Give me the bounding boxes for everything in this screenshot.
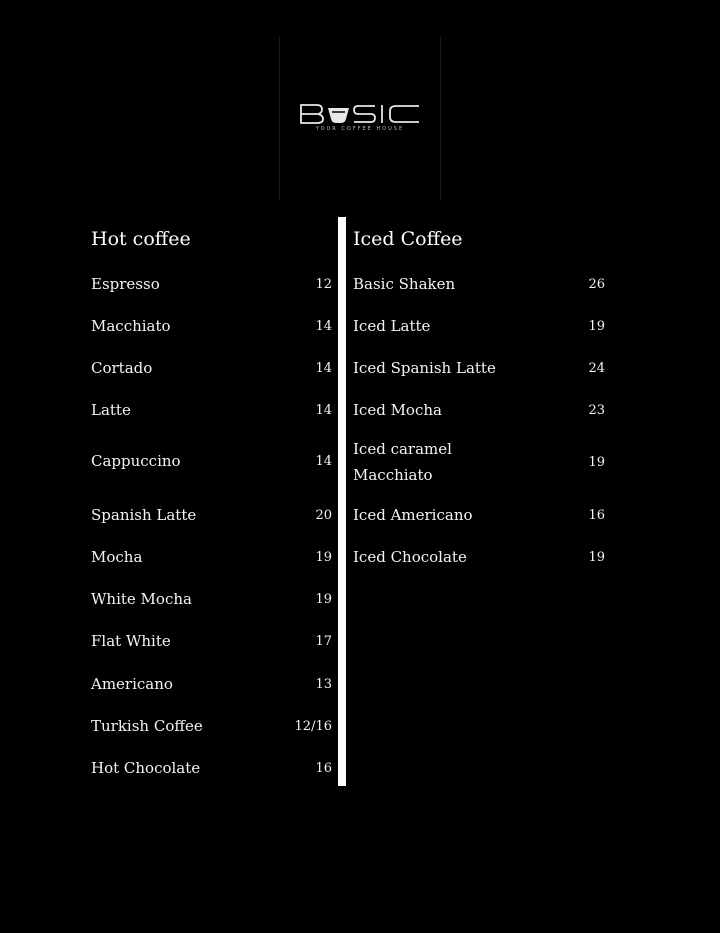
menu-item-name: Iced Chocolate <box>353 548 467 566</box>
menu-item-flat-white <box>91 629 332 653</box>
logo-tagline: YOUR COFFEE HOUSE <box>315 126 405 132</box>
menu-item-price: 19 <box>588 318 605 334</box>
menu-item-name: Americano <box>91 675 173 693</box>
menu-item-americano <box>91 672 332 696</box>
menu-item-name: Iced caramel Macchiato <box>353 440 452 484</box>
menu-item-price: 16 <box>315 760 332 776</box>
menu-item-price: 23 <box>588 402 605 418</box>
menu-item-name: Hot Chocolate <box>91 759 201 777</box>
menu-item-price: 13 <box>315 676 332 692</box>
menu-item-name: Basic Shaken <box>353 275 456 293</box>
menu-item-latte <box>91 398 332 422</box>
menu-item-cappuccino <box>91 449 332 473</box>
menu-item-cortado <box>91 356 332 380</box>
menu-item-name: Mocha <box>91 548 143 566</box>
menu-item-name: Turkish Coffee <box>91 717 203 735</box>
menu-item-espresso <box>91 272 332 296</box>
menu-item-name: Iced Spanish Latte <box>353 359 496 377</box>
menu-item-iced-spanish-latte <box>353 356 605 380</box>
menu-item-iced-mocha <box>353 398 605 422</box>
menu-item-price: 17 <box>315 633 332 649</box>
menu-item-price: 12/16 <box>294 718 332 734</box>
menu-item-name: Macchiato <box>91 317 171 335</box>
menu-item-name: Latte <box>91 401 131 419</box>
menu-item-price: 19 <box>588 549 605 565</box>
menu-item-iced-chocolate <box>353 545 605 569</box>
logo-panel <box>279 37 441 200</box>
menu-item-turkish-coffee <box>91 714 332 738</box>
menu-item-price: 19 <box>315 591 332 607</box>
menu-item-iced-americano <box>353 503 605 527</box>
column-divider <box>338 217 346 786</box>
menu-item-price: 14 <box>315 402 332 418</box>
menu-item-hot-chocolate <box>91 756 332 780</box>
menu-item-name: White Mocha <box>91 590 192 608</box>
menu-item-price: 14 <box>315 318 332 334</box>
menu-item-name: Iced Mocha <box>353 401 442 419</box>
menu-item-price: 20 <box>315 507 332 523</box>
menu-item-name: Spanish Latte <box>91 506 197 524</box>
iced-coffee-heading: Iced Coffee <box>353 228 463 250</box>
menu-item-price: 26 <box>588 276 605 292</box>
menu-item-name: Cappuccino <box>91 452 181 470</box>
menu-item-white-mocha <box>91 587 332 611</box>
menu-item-name: Iced Americano <box>353 506 473 524</box>
menu-item-price: 16 <box>588 507 605 523</box>
hot-coffee-heading: Hot coffee <box>91 228 191 250</box>
menu-item-price: 19 <box>588 454 605 470</box>
menu-item-price: 24 <box>588 360 605 376</box>
menu-item-mocha <box>91 545 332 569</box>
menu-item-name: Espresso <box>91 275 160 293</box>
menu-item-iced-caramel-macchiato <box>353 436 605 488</box>
menu-item-basic-shaken <box>353 272 605 296</box>
menu-item-name: Flat White <box>91 632 171 650</box>
menu-item-name: Cortado <box>91 359 153 377</box>
menu-item-price: 19 <box>315 549 332 565</box>
basic-logo-wordmark <box>299 103 423 125</box>
menu-item-macchiato <box>91 314 332 338</box>
menu-item-price: 14 <box>315 360 332 376</box>
menu-item-price: 12 <box>315 276 332 292</box>
menu-item-iced-latte <box>353 314 605 338</box>
menu-item-spanish-latte <box>91 503 332 527</box>
menu-item-price: 14 <box>315 453 332 469</box>
menu-item-name: Iced Latte <box>353 317 431 335</box>
